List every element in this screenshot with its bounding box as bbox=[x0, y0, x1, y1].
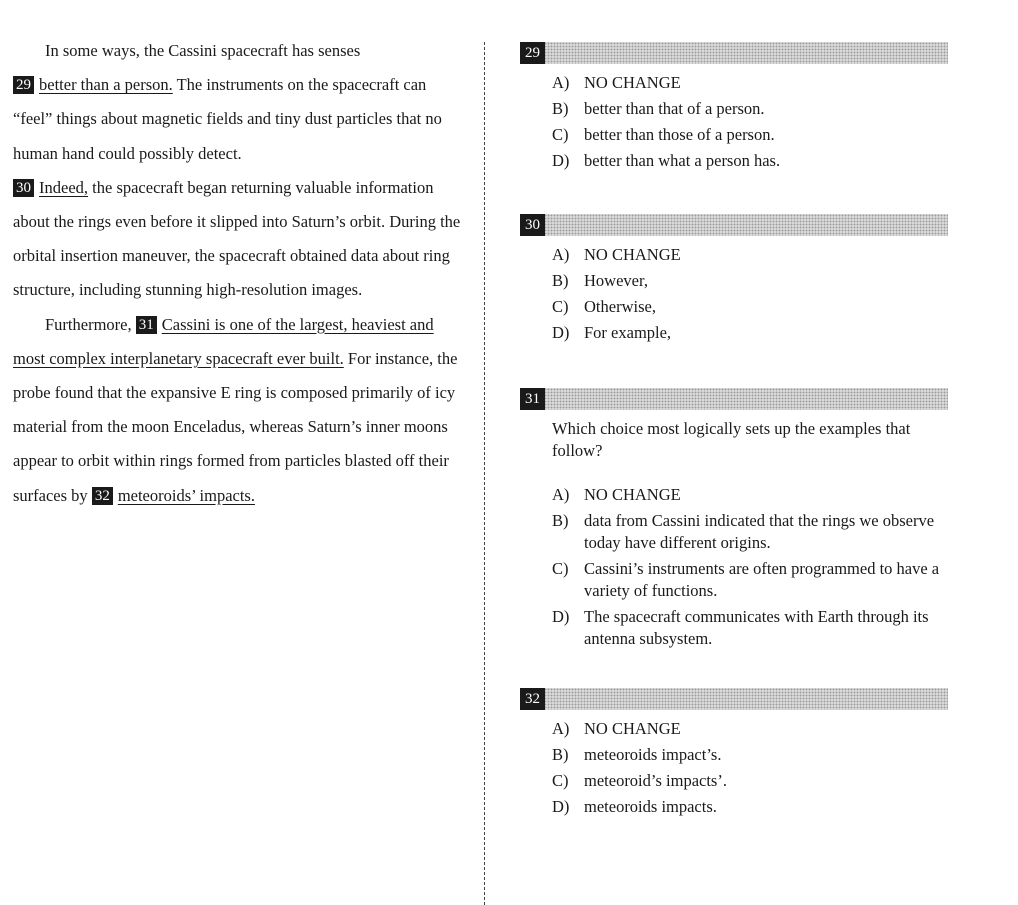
answer-option-c[interactable]: C) Cassini’s instruments are often programmed to have a variety of functions. bbox=[552, 559, 940, 600]
passage-paragraph-2: Furthermore, 31 Cassini is one of the largest, heaviest and most complex interplanetary spacecraft ever built. For instance, the probe found that the expansive E ring is composed primarily of icy material from the moon Enceladus, whereas Saturn’s inner moons appear to orbit within rings formed from particles blasted off their surfaces by 32 meteoroids’ impacts. bbox=[13, 314, 458, 505]
answer-option-c[interactable]: C) meteoroid’s impacts’. bbox=[552, 771, 727, 790]
answer-option-d[interactable]: D) better than what a person has. bbox=[552, 151, 781, 170]
question-number: 32 bbox=[520, 688, 545, 710]
passage-paragraph-1: In some ways, the Cassini spacecraft has senses 29 better than a person. The instruments on the spacecraft can “feel” things about magnetic fields and tiny dust particles that no human hand could possibly detect. 30 Indeed, the spacecraft began returning valuable information about the rings even before it slipped into Saturn’s orbit. During the orbital insertion maneuver, the spacecraft obtained data about ring structure, including stunning high-resolution images. bbox=[13, 41, 461, 300]
question-number: 31 bbox=[520, 388, 545, 410]
underlined-portion-29[interactable]: better than a person. bbox=[39, 75, 173, 95]
question-29 bbox=[520, 42, 948, 176]
question-number: 29 bbox=[520, 42, 545, 64]
answer-option-c[interactable]: C) Otherwise, bbox=[552, 297, 656, 316]
answer-options bbox=[520, 718, 948, 818]
answer-option-a[interactable]: A) NO CHANGE bbox=[552, 73, 681, 92]
question-header bbox=[520, 388, 948, 410]
answer-option-d[interactable]: D) The spacecraft communicates with Earth through its antenna subsystem. bbox=[552, 607, 929, 648]
question-header bbox=[520, 688, 948, 710]
question-header bbox=[520, 42, 948, 64]
answer-options bbox=[520, 484, 948, 650]
underlined-portion-31[interactable]: Cassini is one of the largest, heaviest and most complex interplanetary spacecraft ever built. bbox=[13, 314, 434, 368]
question-marker-32[interactable]: 32 bbox=[92, 487, 113, 505]
answer-option-b[interactable]: B) meteoroids impact’s. bbox=[552, 745, 722, 764]
answer-option-d[interactable]: D) meteoroids impacts. bbox=[552, 797, 717, 816]
question-stem: Which choice most logically sets up the examples that follow? bbox=[552, 419, 911, 460]
answer-option-a[interactable]: A) NO CHANGE bbox=[552, 485, 681, 504]
question-30 bbox=[520, 214, 948, 348]
column-divider bbox=[484, 42, 485, 905]
question-31 bbox=[520, 388, 948, 654]
answer-option-a[interactable]: A) NO CHANGE bbox=[552, 245, 681, 264]
answer-options bbox=[520, 244, 948, 344]
answer-option-d[interactable]: D) For example, bbox=[552, 323, 672, 342]
question-32 bbox=[520, 688, 948, 822]
answer-option-c[interactable]: C) better than those of a person. bbox=[552, 125, 775, 144]
answer-option-a[interactable]: A) NO CHANGE bbox=[552, 719, 681, 738]
answer-option-b[interactable]: B) better than that of a person. bbox=[552, 99, 765, 118]
passage bbox=[13, 34, 463, 513]
answer-options bbox=[520, 72, 948, 172]
question-number: 30 bbox=[520, 214, 545, 236]
question-marker-29[interactable]: 29 bbox=[13, 76, 34, 94]
answer-option-b[interactable]: B) However, bbox=[552, 271, 648, 290]
question-header bbox=[520, 214, 948, 236]
underlined-portion-30[interactable]: Indeed, bbox=[39, 177, 89, 197]
answer-option-b[interactable]: B) data from Cassini indicated that the rings we observe today have different origins. bbox=[552, 511, 935, 552]
question-marker-31[interactable]: 31 bbox=[136, 316, 157, 334]
question-marker-30[interactable]: 30 bbox=[13, 179, 34, 197]
underlined-portion-32[interactable]: meteoroids’ impacts. bbox=[117, 485, 255, 505]
